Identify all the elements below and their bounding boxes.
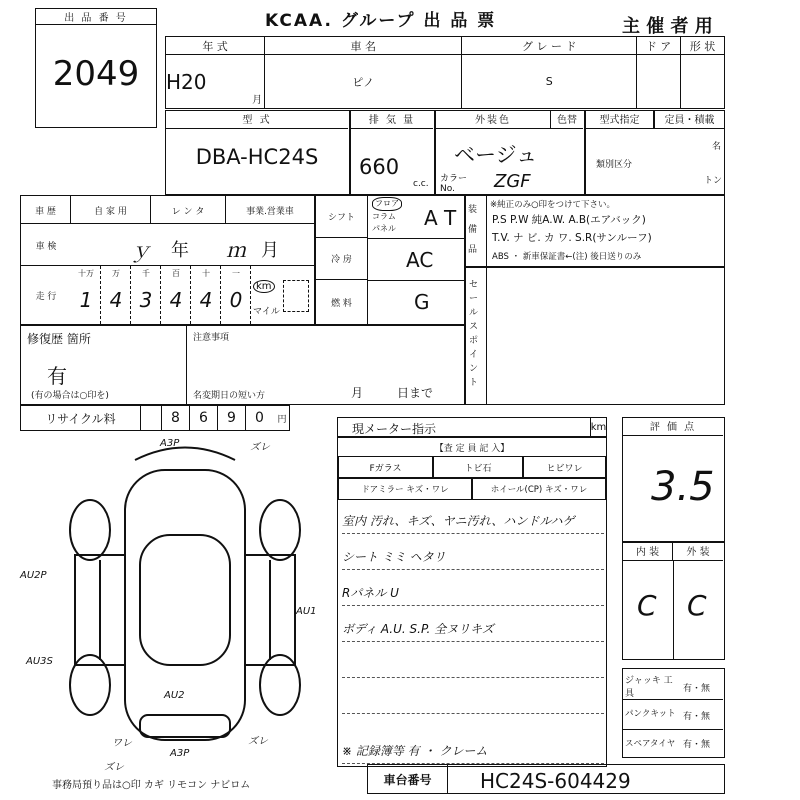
mileage-digit: 4 [199, 288, 213, 312]
inner-outer-box [622, 542, 725, 660]
tobi-label: トビ石 [433, 456, 523, 478]
recycle-yen: 円 [277, 414, 287, 425]
fglass-label: Fガラス [338, 456, 433, 478]
usage-label: 車 歴 [21, 196, 71, 224]
score-label: 評 価 点 [623, 418, 723, 436]
score-value: 3.5 [651, 464, 715, 510]
name-label: 車 名 [265, 37, 462, 55]
year-label: 年 式 [166, 37, 265, 55]
diagram-mark-9: A3P [170, 748, 190, 759]
mileage-digit: 3 [139, 288, 153, 312]
meter-label: 現メーター指示 [352, 422, 437, 436]
recycle-digit: 8 [161, 406, 189, 430]
notice-label: 注意事項 [193, 333, 230, 343]
lot-label: 出 品 番 号 [36, 9, 156, 25]
lot-number: 2049 [52, 54, 140, 94]
diagram-mark-4: AU3S [26, 656, 53, 667]
shift-label: シフト [316, 196, 368, 238]
model-value: DBA-HC24S [195, 145, 319, 169]
interior-value: C [637, 589, 657, 622]
footer-text: 事務局預り品は○印 カギ リモコン ナビロム [52, 780, 251, 791]
mileage-unit: 百 [172, 269, 180, 278]
shift-panel: パネル [372, 224, 396, 233]
usage-rental: レ ン タ [151, 196, 226, 224]
exterior-value: C [687, 589, 707, 622]
ext-color-box [435, 110, 585, 195]
tools-box [622, 668, 725, 758]
ext-color-label: 外装色 [436, 111, 551, 129]
sales-divider [486, 268, 487, 404]
mileage-label: 走 行 [35, 291, 57, 302]
repair-label: 修復歴 箇所 [27, 332, 91, 346]
type-label: 型式指定 [586, 111, 654, 129]
expiry-label: 名変期日の短い方 [193, 391, 266, 401]
meter-km: km [590, 418, 606, 436]
appraiser-blank-line [342, 652, 604, 678]
model-box [165, 110, 350, 195]
disp-box [350, 110, 435, 195]
form-title: KCAA. グループ 出 品 票 [265, 11, 497, 31]
equip-line1: P.S P.W 純A.W. A.B(エアバック) [492, 214, 646, 226]
mileage-cell [221, 266, 251, 324]
mileage-unit: 千 [142, 269, 150, 278]
fuel-label: 燃 料 [316, 280, 368, 324]
mileage-cell [71, 266, 101, 324]
capacity-label: 定員・積載 [654, 111, 724, 129]
inspection-label: 車 検 [35, 241, 57, 252]
repair-block [20, 325, 465, 405]
mileage-unit: 一 [232, 269, 240, 278]
ext-color-value: ベージュ [454, 143, 538, 167]
door-label: ド ア [637, 37, 681, 55]
diagram-mark-1: A3P [160, 438, 180, 449]
interior-label: 内 装 [623, 543, 673, 561]
appraiser-note-line: シート ミミ ヘタリ [342, 544, 604, 570]
capacity-unit-person: 名 [712, 142, 722, 152]
inspection-year-mark: 年 [171, 240, 189, 261]
color-no-value: ZGF [494, 171, 531, 192]
mileage-cell [131, 266, 161, 324]
mileage-unit: 万 [112, 269, 120, 278]
name-value: ピノ [265, 55, 462, 109]
history-block [20, 195, 315, 325]
equip-note: ※純正のみ○印をつけて下さい。 [490, 200, 616, 210]
model-label: 型 式 [166, 111, 348, 129]
spec-block [315, 195, 465, 325]
inspection-month-val: ｍ [226, 238, 246, 262]
mileage-cell [101, 266, 131, 324]
diagram-mark-10: ズレ [248, 736, 268, 747]
recycle-digit: 6 [189, 406, 217, 430]
type-box [585, 110, 725, 195]
shift-floor: フロア [372, 197, 402, 211]
repair-value: 有 [47, 364, 67, 388]
equip-label: 装 備 品 [468, 205, 478, 255]
jack-label: ジャッキ 工 具 [625, 676, 673, 699]
row1-table [165, 36, 725, 109]
disp-value: 660 [359, 155, 400, 179]
mileage-unit: 十万 [78, 269, 94, 278]
grade-value: S [462, 55, 637, 109]
recycle-digit: 9 [217, 406, 245, 430]
capacity-unit-ton: トン [704, 176, 723, 186]
year-value: H20 [166, 69, 207, 94]
spec-divider [368, 280, 464, 281]
usage-private: 自 家 用 [71, 196, 151, 224]
puncture-opt: 有・無 [683, 712, 711, 722]
color-change-label: 色替 [551, 111, 583, 129]
equip-block [465, 195, 725, 267]
mileage-row [21, 266, 314, 324]
appraiser-blank-line [342, 688, 604, 714]
shift-options [372, 197, 402, 235]
color-no-label: カラー No. [440, 174, 468, 194]
appraiser-note-line: 室内 汚れ、キズ、ヤニ汚れ、ハンドルハゲ [342, 508, 604, 534]
inspection-month-mark: 月 [261, 240, 279, 261]
mile-mark: マイル [253, 307, 280, 317]
expiry-day: 日まで [397, 386, 434, 400]
repair-divider [186, 326, 187, 404]
mileage-cell [161, 266, 191, 324]
diagram-mark-8: ズレ [104, 762, 124, 773]
recycle-label: リサイクル料 [21, 406, 141, 430]
mileage-unit: 十 [202, 269, 210, 278]
score-box [622, 417, 725, 542]
mileage-digit: 0 [229, 288, 243, 312]
disp-label: 排 気 量 [351, 111, 433, 129]
month-mark: 月 [252, 95, 263, 106]
inspection-year-val: ｙ [131, 238, 151, 262]
appraiser-note-line: ※ 記録簿等 有 ・ クレーム [342, 738, 604, 764]
meter-row [337, 417, 607, 437]
lot-box [35, 8, 157, 128]
cc-unit: c.c. [413, 179, 429, 189]
wheel-label: ホイール(CP) キズ・ワレ [472, 478, 606, 500]
equip-divider [486, 196, 487, 266]
sales-point-label: セールスポイント [469, 280, 479, 388]
mile-box [283, 280, 309, 312]
spec-divider [368, 238, 464, 239]
diagram-mark-3: AU2P [20, 570, 47, 581]
diagram-mark-5: AU1 [296, 606, 317, 617]
repair-note: (有の場合は○印を) [31, 391, 109, 401]
org-label: 主 催 者 用 [622, 16, 713, 37]
ac-value: AC [406, 248, 434, 272]
fuel-value: G [414, 290, 430, 314]
chassis-value: HC24S-604429 [480, 769, 631, 793]
spare-opt: 有・無 [683, 740, 711, 750]
spare-label: スペアタイヤ [625, 739, 676, 749]
class-label: 類別区分 [596, 160, 633, 170]
shape-label: 形 状 [681, 37, 725, 55]
recycle-digit: 0 [245, 406, 273, 430]
car-diagram [60, 440, 310, 760]
puncture-label: パンクキット [625, 709, 676, 719]
diagram-mark-7: ワレ [112, 738, 132, 749]
expiry-month: 月 [351, 386, 364, 400]
mileage-digit: 4 [109, 288, 123, 312]
shift-value: A T [424, 206, 457, 230]
mileage-cell [191, 266, 221, 324]
appraiser-label: 【査 定 員 記 入】 [434, 443, 510, 454]
inspection-row [21, 224, 314, 266]
usage-business: 事業.営業車 [246, 206, 294, 217]
appraiser-block [337, 437, 607, 767]
mirror-label: ドアミラー キズ・ワレ [338, 478, 472, 500]
grade-label: グ レ ー ド [462, 37, 637, 55]
shift-column: コラム [372, 212, 396, 221]
jack-opt: 有・無 [683, 684, 711, 694]
chassis-box [367, 764, 725, 794]
usage-row [21, 196, 314, 224]
equip-line3: ABS ・ 新車保証書←(注) 後日送りのみ [492, 252, 642, 262]
io-divider [673, 561, 674, 659]
km-mark: km [253, 280, 275, 293]
mileage-digit: 4 [169, 288, 183, 312]
ac-label: 冷 房 [316, 238, 368, 280]
diagram-mark-2: ズレ [250, 442, 270, 453]
exterior-label: 外 装 [673, 543, 723, 561]
sales-point-block [465, 267, 725, 405]
diagram-mark-6: AU2 [164, 690, 185, 701]
hibi-label: ヒビワレ [523, 456, 606, 478]
appraiser-note-line: Rパネル U [342, 580, 604, 606]
tools-div [623, 699, 723, 700]
mileage-digit: 1 [79, 288, 93, 312]
equip-line2: T.V. ナ ビ. カ ワ. S.R(サンルーフ) [492, 232, 652, 244]
tools-div [623, 729, 723, 730]
appraiser-note-line: ボディ A.U. S.P. 全ヌリキズ [342, 616, 604, 642]
recycle-block [20, 405, 290, 431]
chassis-label: 車台番号 [368, 765, 448, 793]
